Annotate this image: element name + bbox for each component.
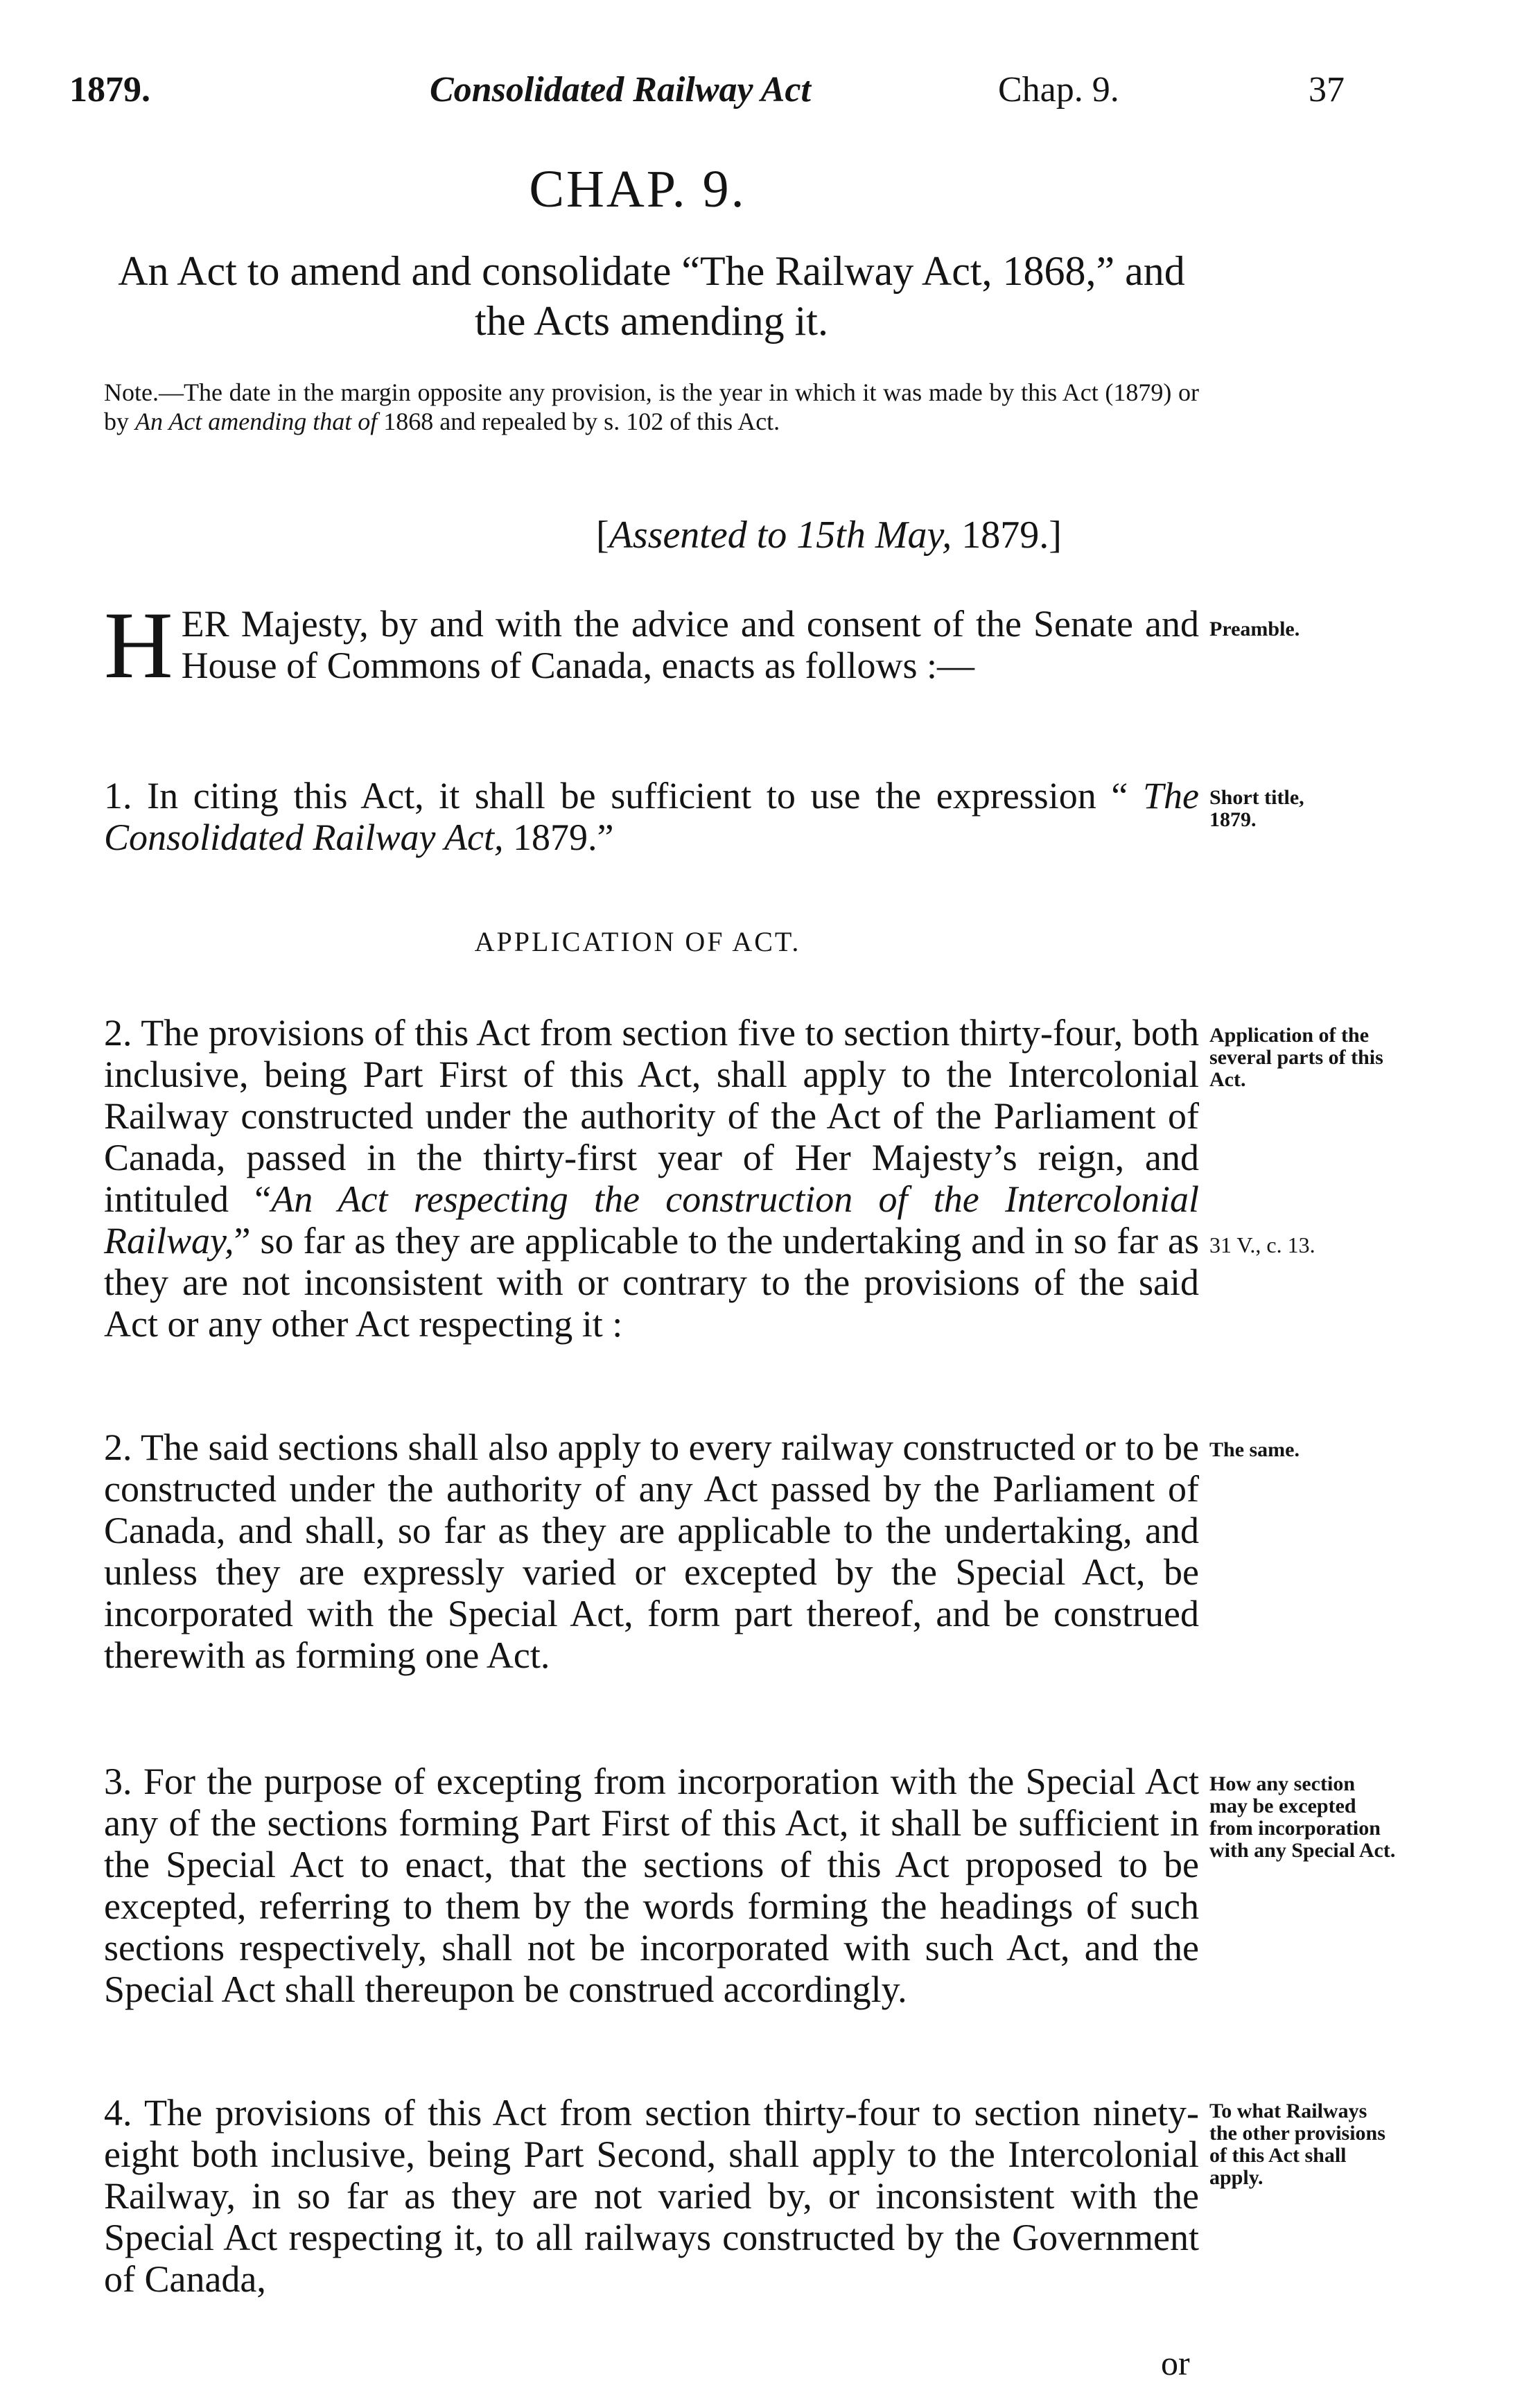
section-2-text-b: ” so far as they are applicable to the undertaking and in so far as they are not inconsistent with or contrary to the provisions of the said Act or any other Act respecting it :	[104, 1220, 1199, 1345]
margin-note-short-title	[1209, 787, 1397, 831]
page-number: 37	[1309, 70, 1345, 110]
margin-note-short-title-b: 1879.	[1209, 808, 1257, 831]
margin-note-other-railways: To what Railways the other provisions of this Act shall apply.	[1209, 2100, 1385, 2189]
long-title: An Act to amend and consolidate “The Railway Act, 1868,” and the Acts amending it.	[118, 248, 1185, 344]
running-head-year: 1879.	[69, 70, 150, 110]
section-2-cited-act: An Act respecting the construction of the Intercolonial Railway,	[104, 1178, 1200, 1262]
section-3: 3. For the purpose of excepting from incorporation with the Special Act any of the sections forming Part First of this Act, it shall be sufficient in the Special Act to enact, that the sections of this Act proposed to be excepted, referring to them by the words forming the headings of such sections respectively, shall not be incorporated with such Act, and the Special Act shall thereupon be construed accordingly.	[104, 1761, 1199, 2010]
subsection-2: 2. The said sections shall also apply to every railway constructed or to be constructed under the authority of any Act passed by the Parliament of Canada, and shall, so far as they are applicable to the undertaking, and unless they are expressly varied or excepted by the Special Act, be incorporated with the Special Act, form part thereof, and be construed therewith as forming one Act.	[104, 1427, 1199, 1676]
margin-note-short-title-a: Short title,	[1209, 786, 1304, 809]
section-2	[104, 1012, 1199, 1345]
note-italic-title: An Act amending that of	[135, 408, 378, 435]
drop-cap: H	[104, 592, 173, 698]
preamble-text: ER Majesty, by and with the advice and consent of the Senate and House of Commons of Canada, enacts as follows :—	[181, 603, 1199, 686]
margin-note-application: Application of the several parts of this Act.	[1209, 1024, 1383, 1091]
margin-note-preamble: Preamble.	[1209, 618, 1300, 640]
chapter-heading: CHAP. 9.	[529, 160, 746, 218]
editorial-note	[104, 378, 1199, 436]
margin-note-the-same: The same.	[1209, 1438, 1300, 1461]
running-head-chapter: Chap. 9.	[998, 70, 1119, 110]
section-1-text-b: 1879.”	[503, 817, 614, 858]
section-heading: APPLICATION OF ACT.	[474, 926, 801, 957]
preamble	[104, 592, 1199, 698]
running-head-title: Consolidated Railway Act	[430, 70, 811, 110]
margin-note-exception: How any section may be excepted from incorporation with any Special Act.	[1209, 1772, 1396, 1862]
note-text-1: Note.—The date in the margin opposite any provision, is the year in which it was made by this Act (1879) or by	[104, 378, 1199, 435]
assent-date: Assented to 15th May,	[609, 514, 952, 557]
catchword: or	[1161, 2344, 1190, 2382]
section-1	[104, 775, 1199, 858]
section-2-text-a: 2. The provisions of this Act from section five to section thirty-four, both inclusive, being Part First of this Act, shall apply to the Intercolonial Railway constructed under the authority of the Act of the Parliament of Canada, passed in the thirty-first year of Her Majesty’s reign, and intituled “	[104, 1012, 1199, 1220]
section-4: 4. The provisions of this Act from section thirty-four to section ninety-eight both inclusive, being Part Second, shall apply to the Intercolonial Railway, in so far as they are not varied by, or inconsistent with the Special Act respecting it, to all railways constructed by the Government of Canada,	[104, 2092, 1199, 2300]
running-head	[69, 69, 1345, 132]
assent-year: 1879.	[961, 514, 1049, 557]
section-1-short-title: The Consolidated Railway Act,	[104, 775, 1199, 858]
section-1-text-a: 1. In citing this Act, it shall be sufficient to use the expression “	[104, 775, 1143, 817]
assent-line: [Assented to 15th May, 1879.]	[596, 514, 1062, 557]
margin-note-citation: 31 V., c. 13.	[1209, 1232, 1315, 1257]
note-text-2: 1868 and repealed by s. 102 of this Act.	[377, 408, 780, 435]
